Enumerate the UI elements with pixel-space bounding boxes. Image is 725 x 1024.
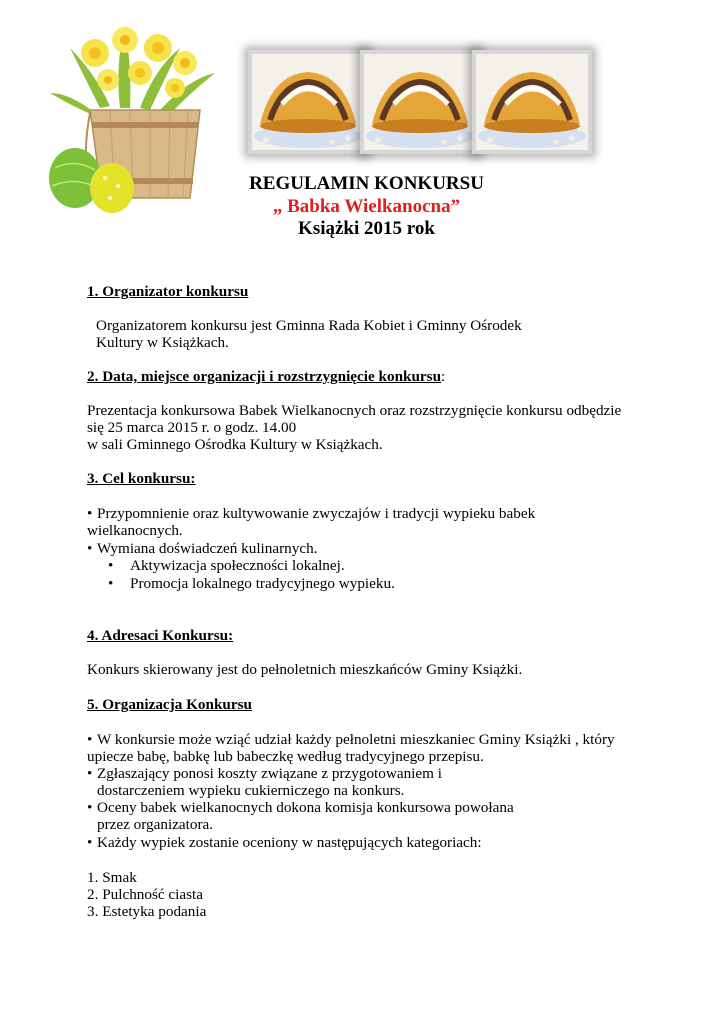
section-5-item <box>87 834 482 852</box>
bullet-icon: • <box>87 799 93 816</box>
section-5-heading: 5. Organizacja Konkursu <box>87 696 252 713</box>
section-4-heading: 4. Adresaci Konkursu: <box>87 627 234 644</box>
cake-photo <box>360 50 480 154</box>
section-3-item-text: Wymiana doświadczeń kulinarnych. <box>97 540 318 557</box>
criteria-item: 3. Estetyka podania <box>87 903 207 920</box>
section-5-item-text: W konkursie może wziąć udział każdy pełnoletni mieszkaniec Gminy Książki , który <box>97 731 615 748</box>
babka-cake-icon <box>252 54 364 150</box>
section-5-item <box>87 765 442 783</box>
section-2-heading-colon: : <box>441 368 446 385</box>
section-3-subitem <box>108 557 345 575</box>
location-year: Książki 2015 rok <box>298 218 435 239</box>
section-5-item-text: Oceny babek wielkanocnych dokona komisja konkursowa powołana <box>97 799 514 816</box>
section-5-item <box>87 799 514 817</box>
section-3-item <box>87 505 535 523</box>
section-5-item-cont: przez organizatora. <box>97 816 214 833</box>
cake-photo <box>248 50 368 154</box>
section-3-item-text: Przypomnienie oraz kultywowanie zwyczajów i tradycji wypieku babek <box>97 505 536 522</box>
section-1-line: Kultury w Książkach. <box>96 334 229 351</box>
criteria-item: 1. Smak <box>87 869 137 886</box>
bullet-icon: • <box>87 731 93 748</box>
section-4-line: Konkurs skierowany jest do pełnoletnich mieszkańców Gminy Książki. <box>87 661 523 678</box>
section-2-line: się 25 marca 2015 r. o godz. 14.00 <box>87 419 297 436</box>
section-2-line: Prezentacja konkursowa Babek Wielkanocnych oraz rozstrzygnięcie konkursu odbędzie <box>87 402 622 419</box>
babka-cake-icon <box>476 54 588 150</box>
bullet-icon: • <box>108 557 114 574</box>
section-3-subitem <box>108 575 395 593</box>
bullet-icon: • <box>87 765 93 782</box>
babka-cake-icon <box>364 54 476 150</box>
section-5-item-cont: dostarczeniem wypieku cukierniczego na konkurs. <box>97 782 405 799</box>
section-5-item-text: Każdy wypiek zostanie oceniony w następujących kategoriach: <box>97 834 482 851</box>
criteria-item: 2. Pulchność ciasta <box>87 886 203 903</box>
section-5-item-text: Zgłaszający ponosi koszty związane z przygotowaniem i <box>97 765 442 782</box>
section-2-heading-row <box>87 368 445 386</box>
cake-images <box>244 50 600 160</box>
section-3-subitem-text: Aktywizacja społeczności lokalnej. <box>130 557 345 574</box>
section-3-heading: 3. Cel konkursu: <box>87 470 196 487</box>
section-5-item <box>87 731 615 749</box>
section-3-item <box>87 540 318 558</box>
bullet-icon: • <box>87 540 93 557</box>
section-1-line: Organizatorem konkursu jest Gminna Rada Kobiet i Gminny Ośrodek <box>96 317 522 334</box>
bullet-icon: • <box>87 834 93 851</box>
cake-photo <box>472 50 592 154</box>
document-title: REGULAMIN KONKURSU <box>249 173 484 194</box>
section-2-heading: 2. Data, miejsce organizacji i rozstrzygnięcie konkursu <box>87 368 442 385</box>
contest-name: „ Babka Wielkanocna” <box>272 196 461 217</box>
section-3-item-cont: wielkanocnych. <box>87 522 183 539</box>
section-3-subitem-text: Promocja lokalnego tradycyjnego wypieku. <box>130 575 395 592</box>
bullet-icon: • <box>87 505 93 522</box>
bullet-icon: • <box>108 575 114 592</box>
section-5-item-cont: upiecze babę, babkę lub babeczkę według tradycyjnego przepisu. <box>87 748 484 765</box>
section-2-line: w sali Gminnego Ośrodka Kultury w Książkach. <box>87 436 383 453</box>
section-1-heading: 1. Organizator konkursu <box>87 283 249 300</box>
